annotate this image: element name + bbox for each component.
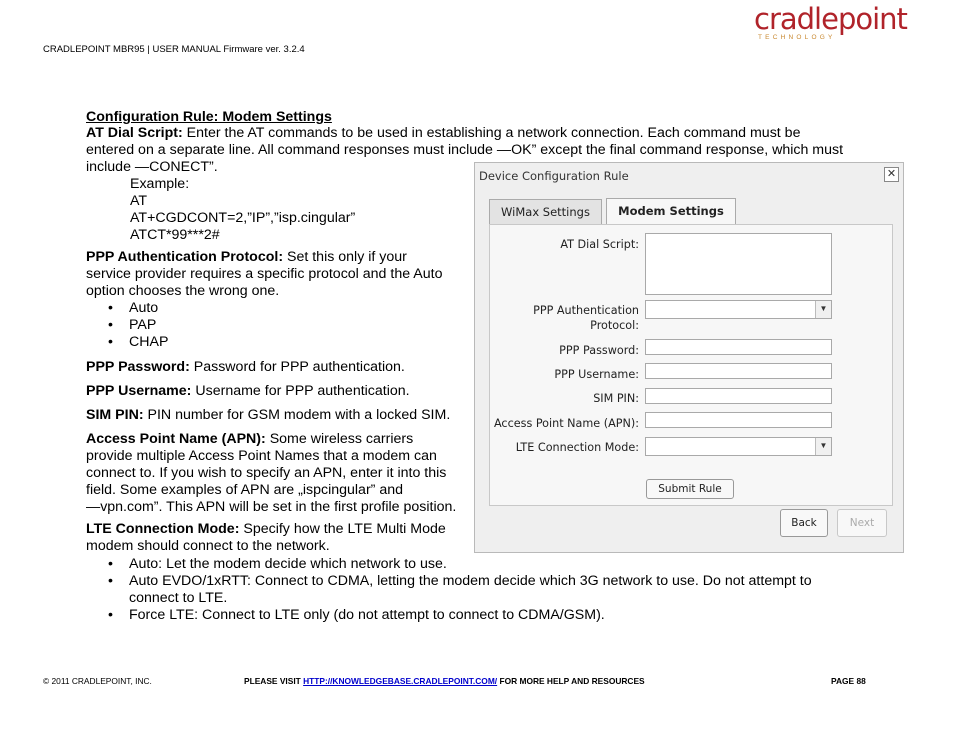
ppp-auth-label-line2: Protocol: (590, 319, 639, 332)
ppp-password-term: PPP Password: (86, 359, 190, 375)
ppp-username-desc: Username for PPP authentication. (191, 383, 410, 399)
sim-pin-label: SIM PIN: (593, 392, 639, 405)
sim-pin-term: SIM PIN: (86, 407, 144, 423)
visit-prefix: PLEASE VISIT (244, 676, 304, 686)
ppp-password-paragraph (86, 359, 405, 376)
document-header-title: CRADLEPOINT MBR95 | USER MANUAL Firmware ver. 3.2.4 (43, 44, 305, 55)
list-item: • CHAP (86, 334, 168, 351)
example-line: ATCT*99***2# (130, 227, 220, 243)
lte-mode-paragraph (86, 521, 466, 555)
close-icon[interactable]: ✕ (884, 167, 899, 182)
lte-mode-line1: Specify how the LTE Multi Mode (239, 521, 446, 537)
next-button[interactable]: Next (837, 509, 887, 537)
at-dial-line3: include —CONECT”. (86, 159, 218, 175)
list-item: • Force LTE: Connect to LTE only (do not attempt to connect to CDMA/GSM). (86, 607, 886, 624)
ppp-username-label: PPP Username: (554, 368, 639, 381)
apn-term: Access Point Name (APN): (86, 431, 266, 447)
dialog-title: Device Configuration Rule (479, 169, 629, 183)
apn-line5: —vpn.com”. This APN will be set in the first profile position. (86, 499, 457, 515)
submit-rule-button[interactable]: Submit Rule (646, 479, 734, 499)
list-item: • Auto (86, 300, 168, 317)
ppp-auth-select[interactable] (645, 300, 832, 319)
ppp-auth-term: PPP Authentication Protocol: (86, 249, 284, 265)
footer-copyright (43, 676, 152, 686)
tab-wimax-settings[interactable]: WiMax Settings (489, 199, 602, 224)
list-item-line: Auto EVDO/1xRTT: Connect to CDMA, letting the modem decide which 3G network to use. Do not attempt to (129, 573, 812, 589)
logo-wordmark: cradlepoint (754, 2, 907, 36)
at-dial-term: AT Dial Script: (86, 125, 183, 141)
ppp-auth-label (533, 303, 639, 333)
apn-label: Access Point Name (APN): (493, 417, 639, 430)
ppp-password-input[interactable] (645, 339, 832, 355)
at-dial-line2: entered on a separate line. All command responses must include —OK” except the final command response, which must (86, 142, 844, 158)
knowledgebase-link[interactable]: HTTP://KNOWLEDGEBASE.CRADLEPOINT.COM/ (303, 676, 498, 686)
apn-line4: field. Some examples of APN are „ispcingular” and (86, 482, 404, 498)
chevron-down-icon: ▼ (815, 301, 831, 318)
lte-mode-options (86, 556, 886, 624)
at-dial-example (130, 176, 355, 244)
lte-mode-term: LTE Connection Mode: (86, 521, 240, 537)
device-configuration-dialog (474, 162, 904, 553)
apn-paragraph (86, 431, 466, 516)
at-dial-label: AT Dial Script: (560, 238, 639, 251)
at-dial-textarea[interactable] (645, 233, 832, 295)
logo-tagline: TECHNOLOGY (758, 34, 836, 41)
modem-settings-panel (489, 224, 893, 506)
sim-pin-desc: PIN number for GSM modem with a locked SIM. (143, 407, 451, 423)
ppp-auth-label-line1: PPP Authentication (533, 304, 639, 317)
apn-line1: Some wireless carriers (265, 431, 414, 447)
page-number: PAGE 88 (831, 676, 866, 686)
ppp-auth-line2: service provider requires a specific protocol and the Auto (86, 266, 443, 282)
list-item: • PAP (86, 317, 168, 334)
visit-suffix: FOR MORE HELP AND RESOURCES (497, 676, 645, 686)
ppp-username-term: PPP Username: (86, 383, 192, 399)
list-item-line: connect to LTE. (129, 590, 228, 606)
ppp-auth-paragraph (86, 249, 466, 300)
cradlepoint-logo (754, 2, 907, 44)
example-line: AT (130, 193, 148, 209)
lte-mode-select[interactable] (645, 437, 832, 456)
ppp-username-input[interactable] (645, 363, 832, 379)
example-line: AT+CGDCONT=2,”IP”,”isp.cingular” (130, 210, 356, 226)
back-button[interactable]: Back (780, 509, 828, 537)
list-item: • Auto: Let the modem decide which network to use. (86, 556, 886, 573)
lte-mode-line2: modem should connect to the network. (86, 538, 330, 554)
apn-line3: connect to. If you wish to specify an APN, enter it into this (86, 465, 447, 481)
tab-modem-settings[interactable]: Modem Settings (606, 198, 736, 225)
lte-mode-label: LTE Connection Mode: (515, 441, 639, 454)
sim-pin-paragraph (86, 407, 450, 424)
at-dial-line1: Enter the AT commands to be used in establishing a network connection. Each command must be (182, 125, 801, 141)
apn-input[interactable] (645, 412, 832, 428)
ppp-password-label: PPP Password: (559, 344, 639, 357)
list-item (86, 573, 886, 607)
sim-pin-input[interactable] (645, 388, 832, 404)
ppp-auth-line3: option chooses the wrong one. (86, 283, 280, 299)
copyright-text: © 2011 CRADLEPOINT, INC. (43, 676, 152, 686)
apn-line2: provide multiple Access Point Names that a modem can (86, 448, 437, 464)
ppp-password-desc: Password for PPP authentication. (189, 359, 405, 375)
chevron-down-icon: ▼ (815, 438, 831, 455)
ppp-auth-options (86, 300, 168, 351)
ppp-auth-line1: Set this only if your (283, 249, 407, 265)
ppp-username-paragraph (86, 383, 410, 400)
example-line: Example: (130, 176, 190, 192)
footer-visit (244, 676, 645, 686)
section-title: Configuration Rule: Modem Settings (86, 109, 332, 125)
